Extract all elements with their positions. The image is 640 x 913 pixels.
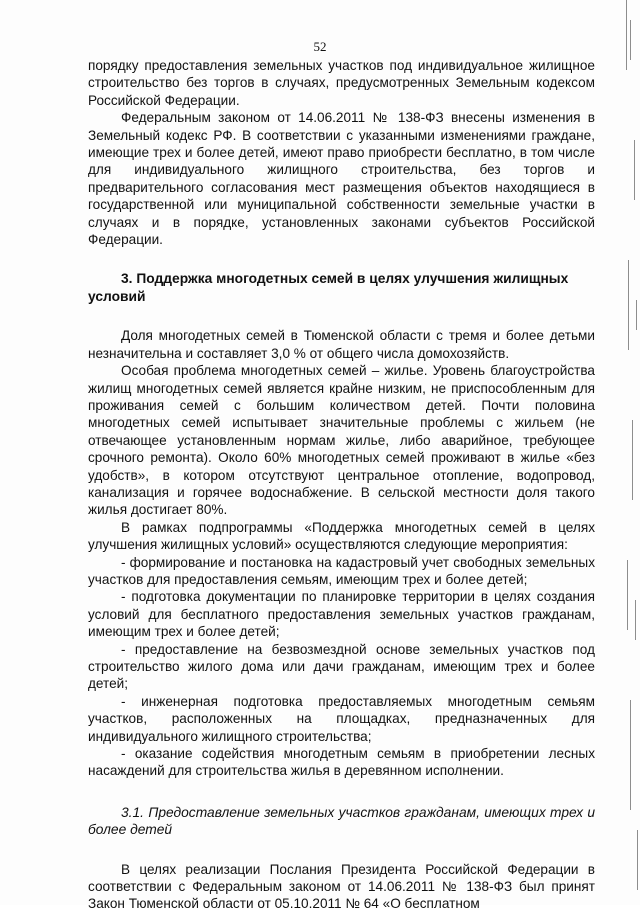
list-item-measure: - оказание содействия многодетным семьям в приобретении лесных насаждений для строительства жилья в деревянном исполнении. xyxy=(88,746,595,779)
paragraph-presidential-address: В целях реализации Послания Президента Российской Федерации в соответствии с Федеральным законом от 14.06.2011 № 138-ФЗ был принят Закон Тюменской области от 05.10.2011 № 64 «О бесплатном xyxy=(88,861,595,912)
paragraph-share-of-families: Доля многодетных семей в Тюменской области с тремя и более детьми незначительна и составляет 3,0 % от общего числа домохозяйств. xyxy=(88,328,595,361)
list-item-measure: - предоставление на безвозмездной основе земельных участков под строительство жилого дома или дачи гражданам, имеющим трех и более детей; xyxy=(88,641,595,692)
paragraph-continuation: порядку предоставления земельных участков под индивидуальное жилищное строительство без торгов в случаях, предусмотренных Земельным кодексом Российской Федерации. xyxy=(88,58,595,108)
subsection-3-1-heading: 3.1. Предоставление земельных участков гражданам, имеющих трех и более детей xyxy=(88,804,595,838)
page-number: 52 xyxy=(313,39,327,54)
paragraph-housing-problem: Особая проблема многодетных семей – жилье. Уровень благоустройства жилищ многодетных семей является крайне низким, не приспособленным для проживания семей с большим количеством детей. Почти половина многодетных семей испытывает значительные проблемы с жильем (не отвечающее установленным нормам жилье, либо аварийное, требующее срочного ремонта). Около 60% многодетных семей проживают в жилье «без удобств», в котором отсутствуют центральное отопление, водопровод, канализация и горячее водоснабжение. В сельской местности доля такого жилья достигает 80%. xyxy=(88,363,595,518)
paragraph-federal-law: Федеральным законом от 14.06.2011 № 138-ФЗ внесены изменения в Земельный кодекс РФ. В соответствии с указанными изменениями граждане, имеющие трех и более детей, имеют право приобрести бесплатно, в том числе для индивидуального жилищного строительства, без торгов и предварительного согласования мест размещения объектов находящиеся в государственной или муниципальной собственности земельные участки в случаях и в порядке, установленных законами субъектов Российской Федерации. xyxy=(88,110,595,248)
list-item-measure: - подготовка документации по планировке территории в целях создания условий для бесплатного предоставления земельных участков гражданам, имеющим трех и более детей; xyxy=(88,589,595,640)
list-item-measure: - инженерная подготовка предоставляемых многодетным семьям участков, расположенных на площадках, предназначенных для индивидуального жилищного строительства; xyxy=(88,693,595,744)
paragraph-subprogram: В рамках подпрограммы «Поддержка многодетных семей в целях улучшения жилищных условий» осуществляются следующие мероприятия: xyxy=(88,519,595,553)
scan-edge-marks xyxy=(618,0,640,905)
page-content xyxy=(88,57,595,913)
section-3-heading: 3. Поддержка многодетных семей в целях улучшения жилищных условий xyxy=(88,271,569,304)
list-item-measure: - формирование и постановка на кадастровый учет свободных земельных участков для предоставления семьям, имеющим трех и более детей; xyxy=(88,554,595,587)
